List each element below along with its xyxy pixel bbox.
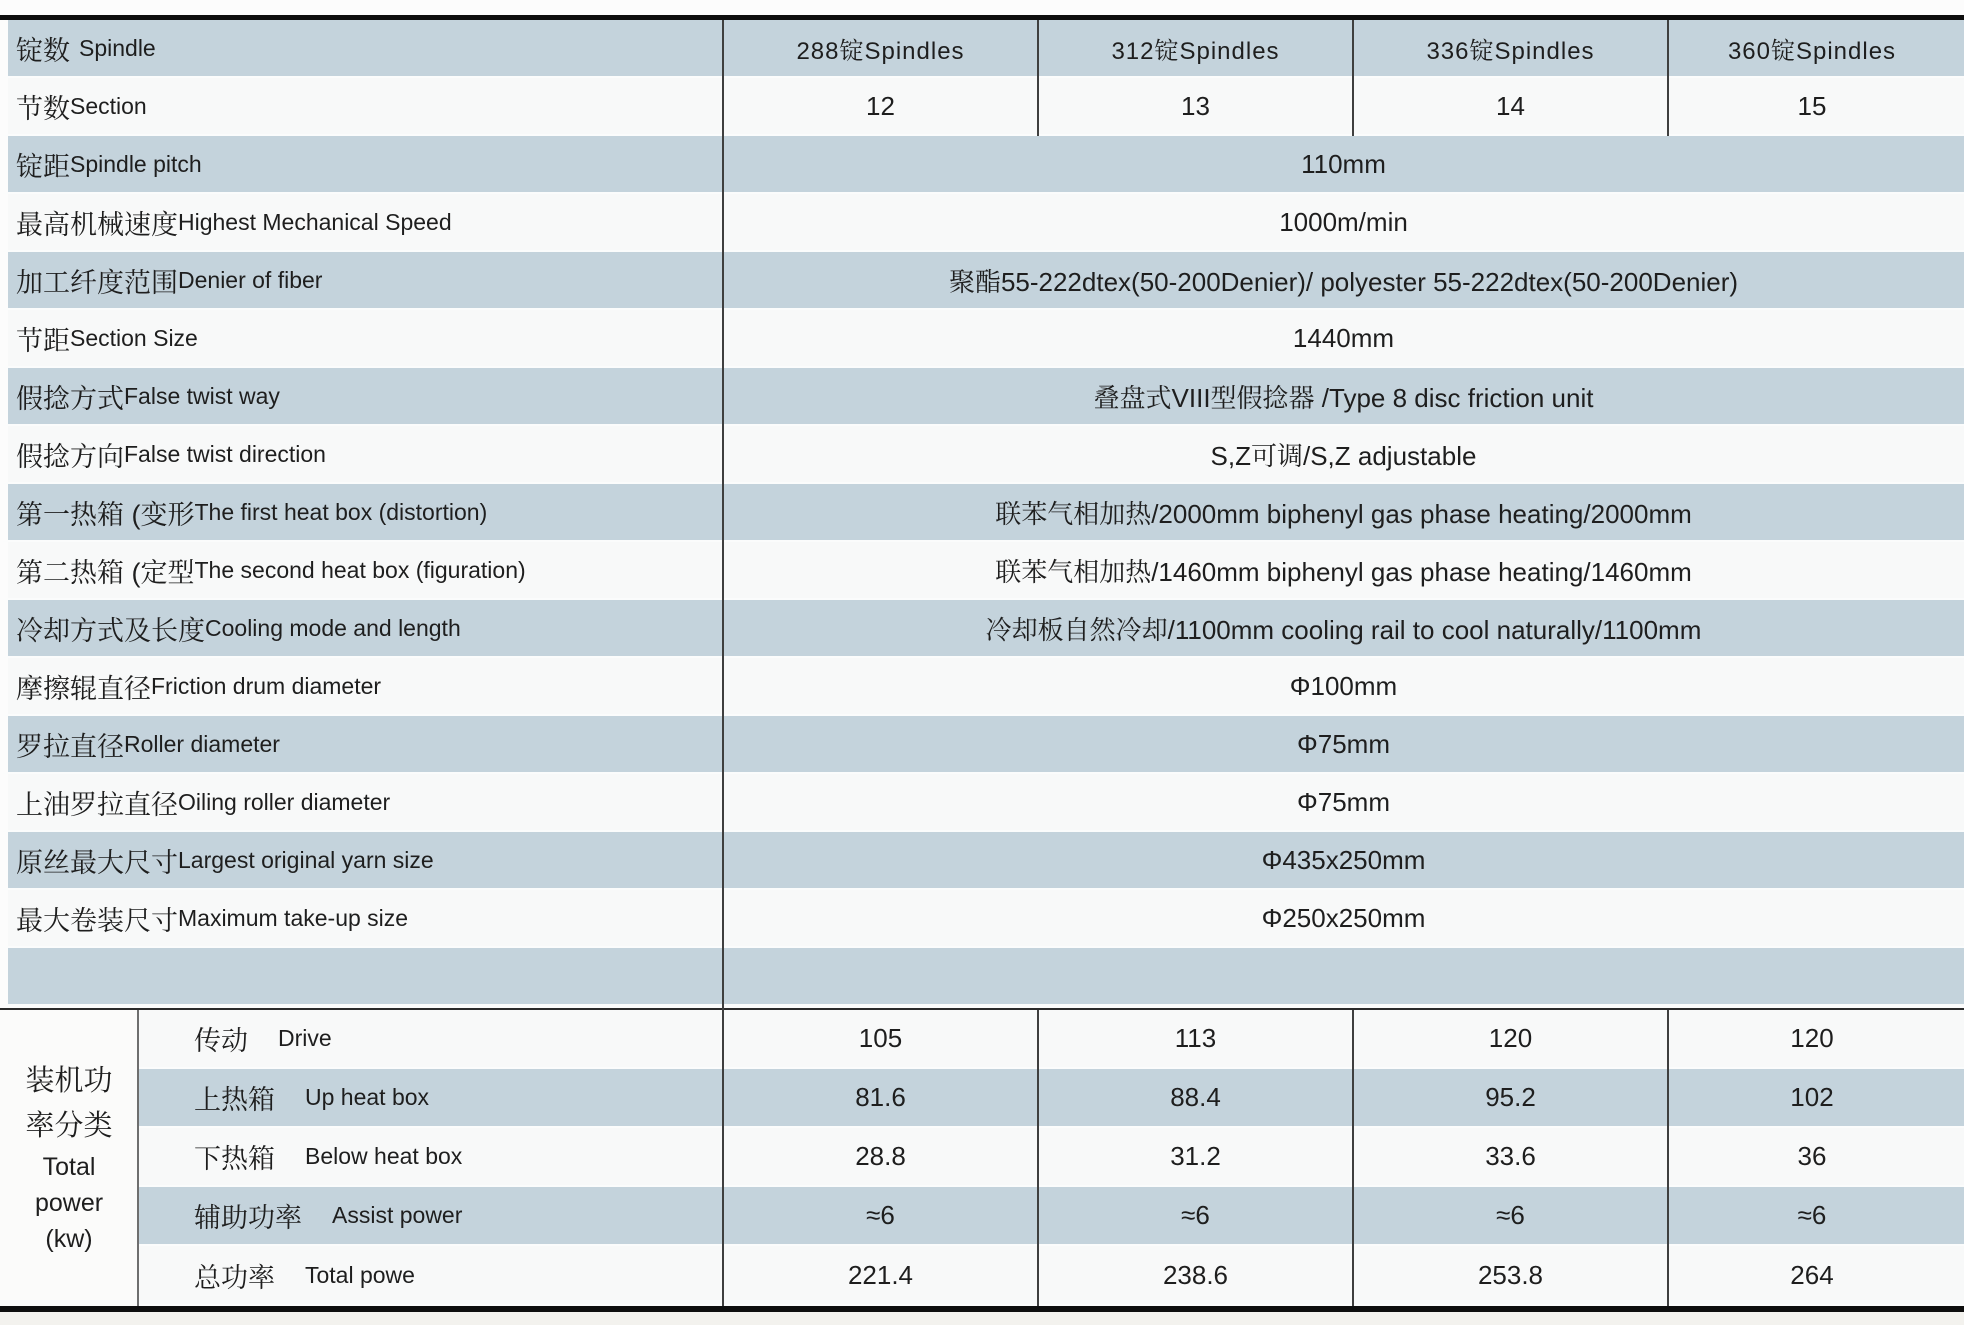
cell-upheat-336: 95.2 xyxy=(1485,1082,1536,1112)
row-label-false-twist-way xyxy=(8,368,723,424)
table-row-false-twist-way xyxy=(0,368,1964,426)
cell-total-360: 264 xyxy=(1790,1259,1834,1290)
row-label-zh: 假捻方式 xyxy=(16,383,124,414)
divider-power-group xyxy=(137,1010,139,1306)
row-label-zh: 传动 xyxy=(194,1026,248,1056)
row-label-en: False twist direction xyxy=(124,440,326,467)
divider-power-312-336 xyxy=(1352,1010,1354,1306)
row-label-zh: 上热箱 xyxy=(194,1085,275,1115)
table-row-cooling xyxy=(0,600,1964,658)
row-label-zh: 上油罗拉直径 xyxy=(16,789,178,820)
cell-total-336: 253.8 xyxy=(1477,1259,1544,1290)
power-row-label-below-heat-box xyxy=(138,1128,723,1185)
row-label-section xyxy=(8,78,723,134)
table-row-first-heat-box xyxy=(0,484,1964,542)
column-header-312: 312锭Spindles xyxy=(1111,37,1280,65)
power-group-zh-line1: 装机功 xyxy=(25,1064,113,1097)
row-label-zh: 总功率 xyxy=(194,1262,275,1293)
table-row-friction-drum xyxy=(0,658,1964,716)
row-label-cooling xyxy=(8,600,723,656)
row-label-friction-drum xyxy=(8,658,723,714)
cell-section-360: 15 xyxy=(1797,90,1827,121)
row-label-en: Drive xyxy=(278,1025,332,1051)
cell-false-twist-direction: S,Z可调/S,Z adjustable xyxy=(1210,440,1477,471)
cell-drive-288: 105 xyxy=(858,1023,903,1053)
row-label-en: Largest original yarn size xyxy=(178,846,434,873)
row-label-en: Below heat box xyxy=(305,1143,463,1169)
table-row-largest-yarn xyxy=(0,832,1964,890)
power-group-zh-line2: 率分类 xyxy=(25,1109,113,1142)
cell-spindle-pitch: 110mm xyxy=(1301,148,1386,179)
row-label-en: Cooling mode and length xyxy=(205,614,461,641)
power-group-en-line1: Total xyxy=(42,1152,96,1181)
row-label-zh: 最高机械速度 xyxy=(16,209,178,240)
row-label-roller-diameter xyxy=(8,716,723,772)
column-header-360: 360锭Spindles xyxy=(1727,37,1897,65)
row-label-mechanical-speed xyxy=(8,194,723,250)
divider-power-288-312 xyxy=(1037,1010,1039,1306)
table-row-second-heat-box xyxy=(0,542,1964,600)
row-label-zh: 节数 xyxy=(16,93,70,124)
cell-belowheat-288: 28.8 xyxy=(855,1141,906,1171)
power-row-assist xyxy=(138,1187,1964,1246)
cell-upheat-360: 102 xyxy=(1790,1082,1834,1112)
power-row-drive xyxy=(138,1010,1964,1069)
divider-col-312-336 xyxy=(1352,20,1354,136)
row-label-en: Spindle xyxy=(79,34,156,61)
cell-section-312: 13 xyxy=(1181,90,1210,121)
row-label-spindle xyxy=(8,20,723,76)
cell-drive-312: 113 xyxy=(1174,1023,1217,1053)
divider-label-values xyxy=(722,20,724,1306)
table-row-spindle-pitch xyxy=(0,136,1964,194)
divider-col-336-360 xyxy=(1667,20,1669,136)
table-row-oiling-roller xyxy=(0,774,1964,832)
row-label-en: Total powe xyxy=(305,1261,415,1288)
row-label-zh: 摩擦辊直径 xyxy=(16,673,151,704)
spec-table xyxy=(0,20,1964,1006)
cell-oiling-roller: Φ75mm xyxy=(1297,786,1390,817)
cell-upheat-312: 88.4 xyxy=(1170,1082,1221,1112)
power-row-below-heat-box xyxy=(138,1128,1964,1187)
cell-first-heat-box: 联苯气相加热/2000mm biphenyl gas phase heating/2000mm xyxy=(995,498,1692,529)
row-label-second-heat-box xyxy=(8,542,723,598)
row-label-spindle-pitch xyxy=(8,136,723,192)
row-label-zh: 第一热箱 (变形 xyxy=(16,499,195,530)
table-row-section xyxy=(0,78,1964,136)
cell-assist-336: ≈6 xyxy=(1496,1200,1525,1230)
row-label-denier xyxy=(8,252,723,308)
table-row-roller-diameter xyxy=(0,716,1964,774)
cell-total-288: 221.4 xyxy=(847,1259,914,1290)
cell-assist-360: ≈6 xyxy=(1797,1200,1827,1230)
row-label-largest-yarn xyxy=(8,832,723,888)
row-label-en: Oiling roller diameter xyxy=(178,788,391,815)
row-label-zh: 辅助功率 xyxy=(194,1203,302,1233)
table-row-spindle-header xyxy=(0,20,1964,78)
row-label-en: Friction drum diameter xyxy=(151,672,382,699)
row-label-zh: 原丝最大尺寸 xyxy=(16,847,178,878)
cell-drive-336: 120 xyxy=(1488,1023,1533,1053)
power-row-up-heat-box xyxy=(138,1069,1964,1128)
row-label-takeup-size xyxy=(8,890,723,946)
cell-total-312: 238.6 xyxy=(1162,1259,1229,1290)
cell-false-twist-way: 叠盘式VIII型假捻器 /Type 8 disc friction unit xyxy=(1093,382,1594,413)
cell-assist-312: ≈6 xyxy=(1181,1200,1210,1230)
row-label-en: Maximum take-up size xyxy=(178,904,409,931)
row-label-en: Section Size xyxy=(70,324,198,351)
cell-belowheat-312: 31.2 xyxy=(1170,1141,1221,1171)
row-label-zh: 节距 xyxy=(16,325,70,356)
row-label-en: Assist power xyxy=(332,1202,463,1228)
cell-section-288: 12 xyxy=(866,90,895,121)
divider-power-336-360 xyxy=(1667,1010,1669,1306)
row-label-false-twist-direction xyxy=(8,426,723,482)
row-label-zh: 锭数 xyxy=(16,35,70,66)
row-label-zh: 假捻方向 xyxy=(16,441,124,472)
row-label-en: The second heat box (figuration) xyxy=(194,556,526,583)
row-label-en: The first heat box (distortion) xyxy=(194,498,488,525)
power-row-total xyxy=(138,1246,1964,1306)
cell-assist-288: ≈6 xyxy=(866,1200,895,1230)
cell-cooling: 冷却板自然冷却/1100mm cooling rail to cool naturally/1100mm xyxy=(985,614,1702,645)
cell-takeup-size: Φ250x250mm xyxy=(1261,902,1426,933)
bottom-margin xyxy=(0,1312,1964,1325)
row-label-zh: 第二热箱 (定型 xyxy=(16,557,195,588)
row-label-zh: 冷却方式及长度 xyxy=(16,615,205,646)
row-label-section-size xyxy=(8,310,723,366)
power-section xyxy=(0,1010,1964,1306)
table-row-takeup-size xyxy=(0,890,1964,948)
row-label-zh: 锭距 xyxy=(16,151,70,182)
row-label-en: Denier of fiber xyxy=(178,266,323,293)
power-rows xyxy=(138,1010,1964,1306)
power-group-label xyxy=(0,1010,138,1306)
row-label-first-heat-box xyxy=(8,484,723,540)
row-label-en: Section xyxy=(70,92,147,119)
cell-roller-diameter: Φ75mm xyxy=(1297,728,1390,759)
row-label-zh: 最大卷装尺寸 xyxy=(16,905,178,936)
row-label-oiling-roller xyxy=(8,774,723,830)
row-label-zh: 罗拉直径 xyxy=(16,731,124,762)
row-label-en: Up heat box xyxy=(305,1084,430,1110)
power-row-label-drive xyxy=(138,1010,723,1067)
row-label-zh: 加工纤度范围 xyxy=(16,267,178,298)
power-row-label-total xyxy=(138,1246,723,1304)
cell-belowheat-360: 36 xyxy=(1797,1141,1827,1171)
cell-section-size: 1440mm xyxy=(1292,322,1395,353)
cell-second-heat-box: 联苯气相加热/1460mm biphenyl gas phase heating/1460mm xyxy=(995,556,1692,587)
divider-col-288-312 xyxy=(1037,20,1039,136)
cell-largest-yarn: Φ435x250mm xyxy=(1261,844,1426,875)
row-label-zh: 下热箱 xyxy=(194,1144,275,1174)
table-row-denier xyxy=(0,252,1964,310)
cell-section-336: 14 xyxy=(1496,90,1525,121)
power-row-label-assist xyxy=(138,1187,723,1244)
cell-denier: 聚酯55-222dtex(50-200Denier)/ polyester 55-222dtex(50-200Denier) xyxy=(948,266,1739,297)
column-header-288: 288锭Spindles xyxy=(796,37,965,65)
cell-mechanical-speed: 1000m/min xyxy=(1279,206,1408,237)
table-row-false-twist-direction xyxy=(0,426,1964,484)
cell-upheat-288: 81.6 xyxy=(855,1082,906,1112)
cell-friction-drum: Φ100mm xyxy=(1289,670,1398,701)
cell-drive-360: 120 xyxy=(1790,1023,1834,1053)
power-group-en-line3: (kw) xyxy=(45,1225,93,1254)
row-label-en: Spindle pitch xyxy=(70,150,202,177)
row-label-en: Highest Mechanical Speed xyxy=(178,208,452,235)
row-label-en: Roller diameter xyxy=(124,730,280,757)
cell-belowheat-336: 33.6 xyxy=(1485,1141,1536,1171)
power-group-en-line2: power xyxy=(34,1188,104,1217)
table-row-section-size xyxy=(0,310,1964,368)
table-row-mechanical-speed xyxy=(0,194,1964,252)
row-label-en: False twist way xyxy=(124,382,280,409)
column-header-336: 336锭Spindles xyxy=(1426,37,1595,65)
power-row-label-up-heat-box xyxy=(138,1069,723,1126)
spacer-row xyxy=(0,948,1964,1006)
